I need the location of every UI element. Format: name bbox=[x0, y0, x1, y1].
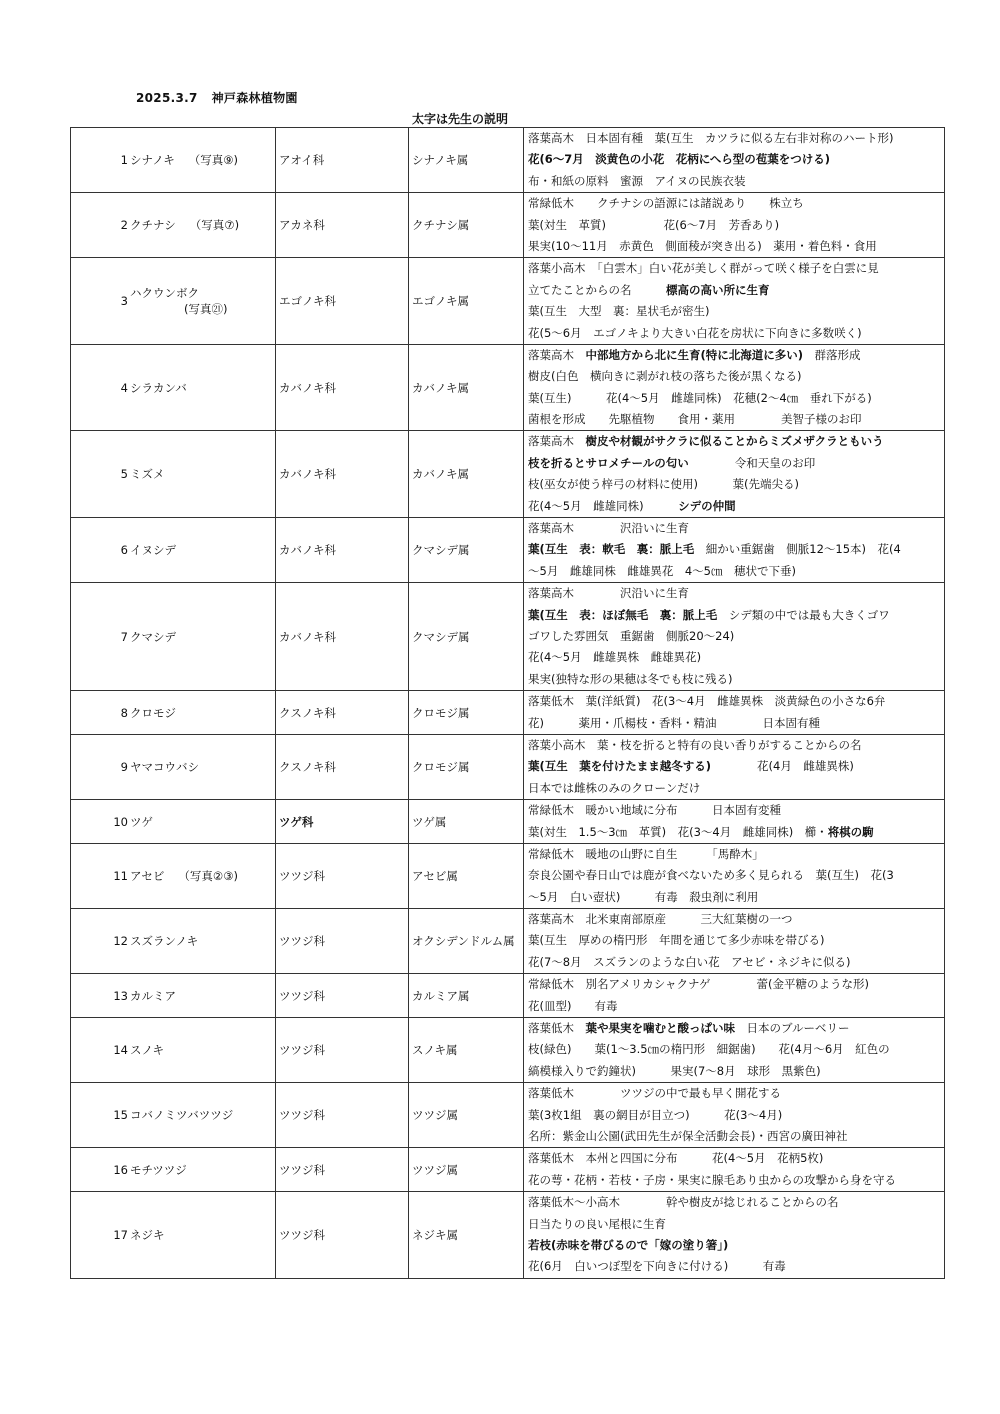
description-cell bbox=[524, 583, 945, 691]
note-text: 落葉低木 本州と四国に分布 花(4～5月 花柄5枚) bbox=[528, 1151, 824, 1166]
description-cell bbox=[524, 1148, 945, 1192]
genus-cell: ツゲ属 bbox=[409, 800, 524, 844]
teacher-note-text: 標高の高い所に生育 bbox=[666, 282, 770, 297]
plant-name-cell bbox=[129, 734, 276, 799]
teacher-note-text: 樹皮や材観がサクラに似ることからミズメザクラともいう bbox=[585, 434, 884, 449]
plant-name: ミズメ bbox=[130, 467, 165, 482]
description-cell bbox=[524, 691, 945, 735]
note-text: 縞模様入りで釣鐘状) 果実(7～8月 球形 黒紫色) bbox=[528, 1063, 821, 1078]
description-cell bbox=[524, 431, 945, 518]
description-line bbox=[528, 1235, 942, 1256]
family-cell: ツツジ科 bbox=[276, 974, 409, 1018]
note-text: 名所：紫金山公園(武田先生が保全活動会長)・西宮の廣田神社 bbox=[528, 1128, 848, 1143]
note-text: 群落形成 bbox=[803, 347, 861, 362]
genus-cell: オクシデンドルム属 bbox=[409, 909, 524, 974]
note-text: 枝(巫女が使う梓弓の材料に使用) 葉(先端尖る) bbox=[528, 477, 799, 492]
table-row bbox=[71, 193, 945, 258]
description-line bbox=[528, 1126, 942, 1147]
description-line bbox=[528, 778, 942, 799]
description-line bbox=[528, 1170, 942, 1191]
note-text: 花) 薬用・爪楊枝・香料・精油 日本固有種 bbox=[528, 715, 820, 730]
family-cell: アオイ科 bbox=[276, 128, 409, 193]
description-cell bbox=[524, 974, 945, 1018]
description-line bbox=[528, 301, 942, 322]
family-cell: エゴノキ科 bbox=[276, 258, 409, 345]
note-text: 落葉低木 bbox=[528, 1021, 586, 1036]
plant-name: コバノミツバツツジ bbox=[130, 1108, 234, 1123]
family-cell: カバノキ科 bbox=[276, 344, 409, 431]
photo-reference: (写真㉑) bbox=[184, 302, 228, 317]
document-header bbox=[136, 89, 312, 106]
description-cell bbox=[524, 734, 945, 799]
plant-name-cell bbox=[129, 583, 276, 691]
plant-name-cell bbox=[129, 431, 276, 518]
teacher-note-text: 枝を折るとサロメチールの匂い bbox=[528, 455, 689, 470]
note-text: 花(4～5月 雌雄同株) bbox=[528, 498, 679, 513]
family-cell: ツツジ科 bbox=[276, 1148, 409, 1192]
bold-text-legend: 太字は先生の説明 bbox=[412, 112, 509, 126]
description-line bbox=[528, 1256, 942, 1277]
table-row bbox=[71, 1083, 945, 1148]
plant-name-cell bbox=[129, 518, 276, 583]
genus-cell: シナノキ属 bbox=[409, 128, 524, 193]
note-text: 落葉高木 bbox=[528, 434, 586, 449]
plant-name-cell bbox=[129, 691, 276, 735]
table-row bbox=[71, 909, 945, 974]
table-row bbox=[71, 258, 945, 345]
row-number: 11 bbox=[71, 843, 130, 908]
description-line bbox=[528, 474, 942, 495]
table-row bbox=[71, 583, 945, 691]
description-line bbox=[528, 605, 942, 626]
note-text: 落葉高木 日本固有種 葉(互生 カツラに似る左右非対称のハート形) bbox=[528, 131, 894, 145]
plant-name-cell bbox=[129, 128, 276, 193]
row-number: 15 bbox=[71, 1083, 130, 1148]
note-text: 常緑低木 クチナシの語源には諸説あり 株立ち bbox=[528, 196, 804, 211]
note-text: 花(4月 雌雄異株) bbox=[711, 759, 854, 774]
description-line bbox=[528, 822, 942, 843]
description-line bbox=[528, 1214, 942, 1235]
plant-name: イヌシデ bbox=[130, 543, 176, 558]
description-line bbox=[528, 280, 942, 301]
note-text: 葉(3枚1組 裏の網目が目立つ) 花(3～4月) bbox=[528, 1107, 783, 1122]
note-text: 日本のブルーベリー bbox=[735, 1021, 850, 1036]
note-text: 布・和紙の原料 蜜源 アイヌの民族衣装 bbox=[528, 173, 746, 188]
note-text: 令和天皇のお印 bbox=[688, 455, 816, 470]
description-line bbox=[528, 887, 942, 908]
plant-name: スノキ bbox=[130, 1043, 165, 1058]
description-line bbox=[528, 366, 942, 387]
note-text: 落葉高木 bbox=[528, 347, 586, 362]
plant-name: シラカンバ bbox=[130, 380, 187, 395]
description-line bbox=[528, 1192, 942, 1213]
row-number: 5 bbox=[71, 431, 130, 518]
note-text: 葉(対生 1.5～3㎝ 革質) 花(3～4月 雌雄同株) 櫛・ bbox=[528, 824, 828, 839]
description-cell bbox=[524, 1192, 945, 1279]
genus-cell: カルミア属 bbox=[409, 974, 524, 1018]
description-line bbox=[528, 909, 942, 930]
note-text: 常緑低木 暖地の山野に自生 「馬酔木」 bbox=[528, 846, 764, 861]
note-text: 奈良公園や春日山では鹿が食べないため多く見られる 葉(互生) 花(3 bbox=[528, 868, 894, 883]
table-row bbox=[71, 1018, 945, 1083]
note-text: ～5月 白い壺状) 有毒 殺虫剤に利用 bbox=[528, 889, 759, 904]
genus-cell: クロモジ属 bbox=[409, 691, 524, 735]
table-row bbox=[71, 431, 945, 518]
note-text: 細かい重鋸歯 側脈12～15本) 花(4 bbox=[694, 542, 901, 557]
table-row bbox=[71, 843, 945, 908]
description-line bbox=[528, 713, 942, 734]
plant-name-cell bbox=[129, 1018, 276, 1083]
row-number: 10 bbox=[71, 800, 130, 844]
note-text: 落葉低木～小高木 幹や樹皮が捻じれることからの名 bbox=[528, 1195, 839, 1210]
note-text: 花(7～8月 スズランのような白い花 アセビ・ネジキに似る) bbox=[528, 954, 851, 969]
description-line bbox=[528, 669, 942, 690]
family-cell: ツゲ科 bbox=[276, 800, 409, 844]
description-line bbox=[528, 496, 942, 517]
description-cell bbox=[524, 1083, 945, 1148]
note-text: 落葉小高木 葉・枝を折ると特有の良い香りがすることからの名 bbox=[528, 737, 862, 752]
description-line bbox=[528, 539, 942, 560]
note-text: 葉(互生 大型 裏：星状毛が密生) bbox=[528, 304, 710, 319]
note-text: 落葉低木 葉(洋紙質) 花(3～4月 雌雄異株 淡黄緑色の小さな6弁 bbox=[528, 694, 886, 709]
note-text: 葉(互生) 花(4～5月 雌雄同株) 花穂(2～4㎝ 垂れ下がる) bbox=[528, 390, 872, 405]
genus-cell: カバノキ属 bbox=[409, 344, 524, 431]
description-line bbox=[528, 1083, 942, 1104]
row-number: 4 bbox=[71, 344, 130, 431]
note-text: 花(5～6月 エゴノキより大きい白花を房状に下向きに多数咲く) bbox=[528, 325, 862, 340]
family-cell: ツツジ科 bbox=[276, 1083, 409, 1148]
description-line bbox=[528, 236, 942, 257]
photo-reference: （写真⑦) bbox=[189, 218, 240, 233]
photo-reference: （写真②③) bbox=[178, 868, 238, 883]
note-text: 菌根を形成 先駆植物 食用・薬用 美智子様のお印 bbox=[528, 412, 862, 427]
note-text: 落葉高木 沢沿いに生育 bbox=[528, 521, 689, 536]
family-cell: ツツジ科 bbox=[276, 843, 409, 908]
table-row bbox=[71, 1148, 945, 1192]
genus-cell: アセビ属 bbox=[409, 843, 524, 908]
description-line bbox=[528, 171, 942, 192]
teacher-note-text: 葉(互生 葉を付けたまま越冬する) bbox=[528, 759, 712, 774]
family-cell: クスノキ科 bbox=[276, 734, 409, 799]
description-line bbox=[528, 930, 942, 951]
description-line bbox=[528, 258, 942, 279]
description-line bbox=[528, 735, 942, 756]
description-line bbox=[528, 193, 942, 214]
plant-name: アセビ bbox=[130, 868, 165, 883]
description-cell bbox=[524, 193, 945, 258]
plant-table bbox=[70, 127, 945, 1279]
row-number: 6 bbox=[71, 518, 130, 583]
genus-cell: ネジキ属 bbox=[409, 1192, 524, 1279]
plant-name: クマシデ bbox=[130, 629, 176, 644]
description-cell bbox=[524, 258, 945, 345]
description-cell bbox=[524, 344, 945, 431]
note-text: 花(4～5月 雌雄異株 雌雄異花) bbox=[528, 650, 702, 665]
teacher-note-text: 若枝(赤味を帯びるので「嫁の塗り箸」) bbox=[528, 1237, 729, 1252]
note-text: 花の萼・花柄・若枝・子房・果実に腺毛あり虫からの攻撃から身を守る bbox=[528, 1172, 896, 1187]
description-line bbox=[528, 345, 942, 366]
genus-cell: ツツジ属 bbox=[409, 1148, 524, 1192]
description-line bbox=[528, 1148, 942, 1169]
description-cell bbox=[524, 843, 945, 908]
description-line bbox=[528, 1018, 942, 1039]
note-text: 落葉高木 北米東南部原産 三大紅葉樹の一つ bbox=[528, 912, 793, 927]
teacher-note-text: 葉(互生 表：軟毛 裏：脈上毛 bbox=[528, 542, 695, 557]
genus-cell: ツツジ属 bbox=[409, 1083, 524, 1148]
family-cell: アカネ科 bbox=[276, 193, 409, 258]
table-row bbox=[71, 800, 945, 844]
table-row bbox=[71, 974, 945, 1018]
description-line bbox=[528, 691, 942, 712]
description-line bbox=[528, 409, 942, 430]
plant-name-cell bbox=[129, 1083, 276, 1148]
family-cell: ツツジ科 bbox=[276, 1018, 409, 1083]
description-line bbox=[528, 1061, 942, 1082]
plant-name: クチナシ bbox=[130, 218, 176, 233]
plant-name: シナノキ bbox=[130, 153, 175, 168]
family-cell: カバノキ科 bbox=[276, 518, 409, 583]
row-number: 13 bbox=[71, 974, 130, 1018]
note-text: 日本では雌株のみのクローンだけ bbox=[528, 780, 701, 795]
description-cell bbox=[524, 128, 945, 193]
plant-name: ネジキ bbox=[130, 1227, 165, 1242]
genus-cell: クチナシ属 bbox=[409, 193, 524, 258]
note-text: 花(皿型) 有毒 bbox=[528, 998, 618, 1013]
note-text: ゴワした雰囲気 重鋸歯 側脈20～24) bbox=[528, 628, 735, 643]
photo-reference: （写真⑨) bbox=[188, 153, 239, 168]
description-line bbox=[528, 1039, 942, 1060]
description-line bbox=[528, 626, 942, 647]
description-line bbox=[528, 431, 942, 452]
description-line bbox=[528, 518, 942, 539]
description-cell bbox=[524, 800, 945, 844]
plant-name-cell bbox=[129, 344, 276, 431]
row-number: 12 bbox=[71, 909, 130, 974]
family-cell: カバノキ科 bbox=[276, 431, 409, 518]
teacher-note-text: 中部地方から北に生育(特に北海道に多い) bbox=[585, 347, 804, 362]
plant-name-cell bbox=[129, 974, 276, 1018]
visit-date: 2025.3.7 bbox=[136, 91, 198, 105]
note-text: 葉(対生 革質) 花(6～7月 芳香あり) bbox=[528, 217, 780, 232]
description-line bbox=[528, 128, 942, 149]
table-row bbox=[71, 518, 945, 583]
note-text: 葉(互生 厚めの楕円形 年間を通じて多少赤味を帯びる) bbox=[528, 933, 825, 948]
note-text: 樹皮(白色 横向きに剥がれ枝の落ちた後が黒くなる) bbox=[528, 369, 802, 384]
description-line bbox=[528, 647, 942, 668]
teacher-note-text: 将棋の駒 bbox=[827, 824, 874, 839]
note-text: 花(6月 白いつぼ型を下向きに付ける) 有毒 bbox=[528, 1259, 786, 1274]
teacher-note-text: 花(6～7月 淡黄色の小花 花柄にへら型の苞葉をつける) bbox=[528, 152, 831, 167]
plant-name-cell bbox=[129, 1148, 276, 1192]
genus-cell: クマシデ属 bbox=[409, 518, 524, 583]
family-cell: カバノキ科 bbox=[276, 583, 409, 691]
note-text: 果実(独特な形の果穂は冬でも枝に残る) bbox=[528, 671, 733, 686]
plant-name-cell bbox=[129, 909, 276, 974]
description-line bbox=[528, 865, 942, 886]
genus-cell: カバノキ属 bbox=[409, 431, 524, 518]
table-row bbox=[71, 734, 945, 799]
table-row bbox=[71, 128, 945, 193]
description-line bbox=[528, 149, 942, 170]
description-line bbox=[528, 974, 942, 995]
description-line bbox=[528, 800, 942, 821]
teacher-note-text: 葉(互生 表：ほぼ無毛 裏：脈上毛 bbox=[528, 607, 718, 622]
plant-name: モチツツジ bbox=[130, 1162, 187, 1177]
genus-cell: スノキ属 bbox=[409, 1018, 524, 1083]
table-row bbox=[71, 344, 945, 431]
row-number: 17 bbox=[71, 1192, 130, 1279]
genus-cell: クマシデ属 bbox=[409, 583, 524, 691]
row-number: 3 bbox=[71, 258, 130, 345]
row-number: 9 bbox=[71, 734, 130, 799]
note-text: シデ類の中では最も大きくゴワ bbox=[717, 607, 890, 622]
plant-name: クロモジ bbox=[130, 705, 176, 720]
description-line bbox=[528, 583, 942, 604]
family-cell: ツツジ科 bbox=[276, 1192, 409, 1279]
plant-name-cell bbox=[129, 193, 276, 258]
row-number: 1 bbox=[71, 128, 130, 193]
table-row bbox=[71, 1192, 945, 1279]
plant-name-cell bbox=[129, 843, 276, 908]
row-number: 2 bbox=[71, 193, 130, 258]
description-line bbox=[528, 1105, 942, 1126]
plant-name: ツゲ bbox=[130, 814, 153, 829]
genus-cell: クロモジ属 bbox=[409, 734, 524, 799]
family-cell: クスノキ科 bbox=[276, 691, 409, 735]
description-line bbox=[528, 844, 942, 865]
family-cell: ツツジ科 bbox=[276, 909, 409, 974]
plant-name: スズランノキ bbox=[130, 934, 199, 949]
row-number: 16 bbox=[71, 1148, 130, 1192]
plant-name-cell bbox=[129, 1192, 276, 1279]
teacher-note-text: シデの仲間 bbox=[678, 498, 736, 513]
note-text: ～5月 雌雄同株 雌雄異花 4～5㎝ 穂状で下垂) bbox=[528, 563, 796, 578]
row-number: 7 bbox=[71, 583, 130, 691]
note-text: 常緑低木 暖かい地域に分布 日本固有変種 bbox=[528, 803, 781, 818]
note-text: 落葉小高木 「白雲木」白い花が美しく群がって咲く様子を白雲に見 bbox=[528, 261, 879, 276]
genus-cell: エゴノキ属 bbox=[409, 258, 524, 345]
description-cell bbox=[524, 518, 945, 583]
note-text: 果実(10～11月 赤黄色 側面稜が突き出る) 薬用・着色料・食用 bbox=[528, 238, 877, 253]
plant-name: カルミア bbox=[130, 988, 176, 1003]
note-text: 枝(緑色) 葉(1～3.5㎝の楕円形 細鋸歯) 花(4月～6月 紅色の bbox=[528, 1042, 890, 1057]
note-text: 立てたことからの名 bbox=[528, 282, 666, 297]
description-line bbox=[528, 453, 942, 474]
description-line bbox=[528, 215, 942, 236]
note-text: 日当たりの良い尾根に生育 bbox=[528, 1216, 666, 1231]
note-text: 落葉低木 ツツジの中で最も早く開花する bbox=[528, 1086, 781, 1101]
plant-name: ハクウンボク bbox=[130, 286, 199, 301]
description-line bbox=[528, 996, 942, 1017]
description-line bbox=[528, 952, 942, 973]
description-line bbox=[528, 756, 942, 777]
row-number: 14 bbox=[71, 1018, 130, 1083]
plant-name: ヤマコウバシ bbox=[130, 760, 199, 775]
table-row bbox=[71, 691, 945, 735]
note-text: 常緑低木 別名アメリカシャクナゲ 蕾(金平糖のような形) bbox=[528, 977, 869, 992]
description-line bbox=[528, 561, 942, 582]
row-number: 8 bbox=[71, 691, 130, 735]
note-text: 落葉高木 沢沿いに生育 bbox=[528, 586, 689, 601]
teacher-note-text: 葉や果実を噛むと酸っぱい味 bbox=[585, 1021, 735, 1036]
description-cell bbox=[524, 909, 945, 974]
description-cell bbox=[524, 1018, 945, 1083]
plant-name-cell bbox=[129, 800, 276, 844]
description-line bbox=[528, 388, 942, 409]
visit-place: 神戸森林植物園 bbox=[211, 91, 298, 105]
plant-name-cell bbox=[129, 258, 276, 345]
description-line bbox=[528, 323, 942, 344]
